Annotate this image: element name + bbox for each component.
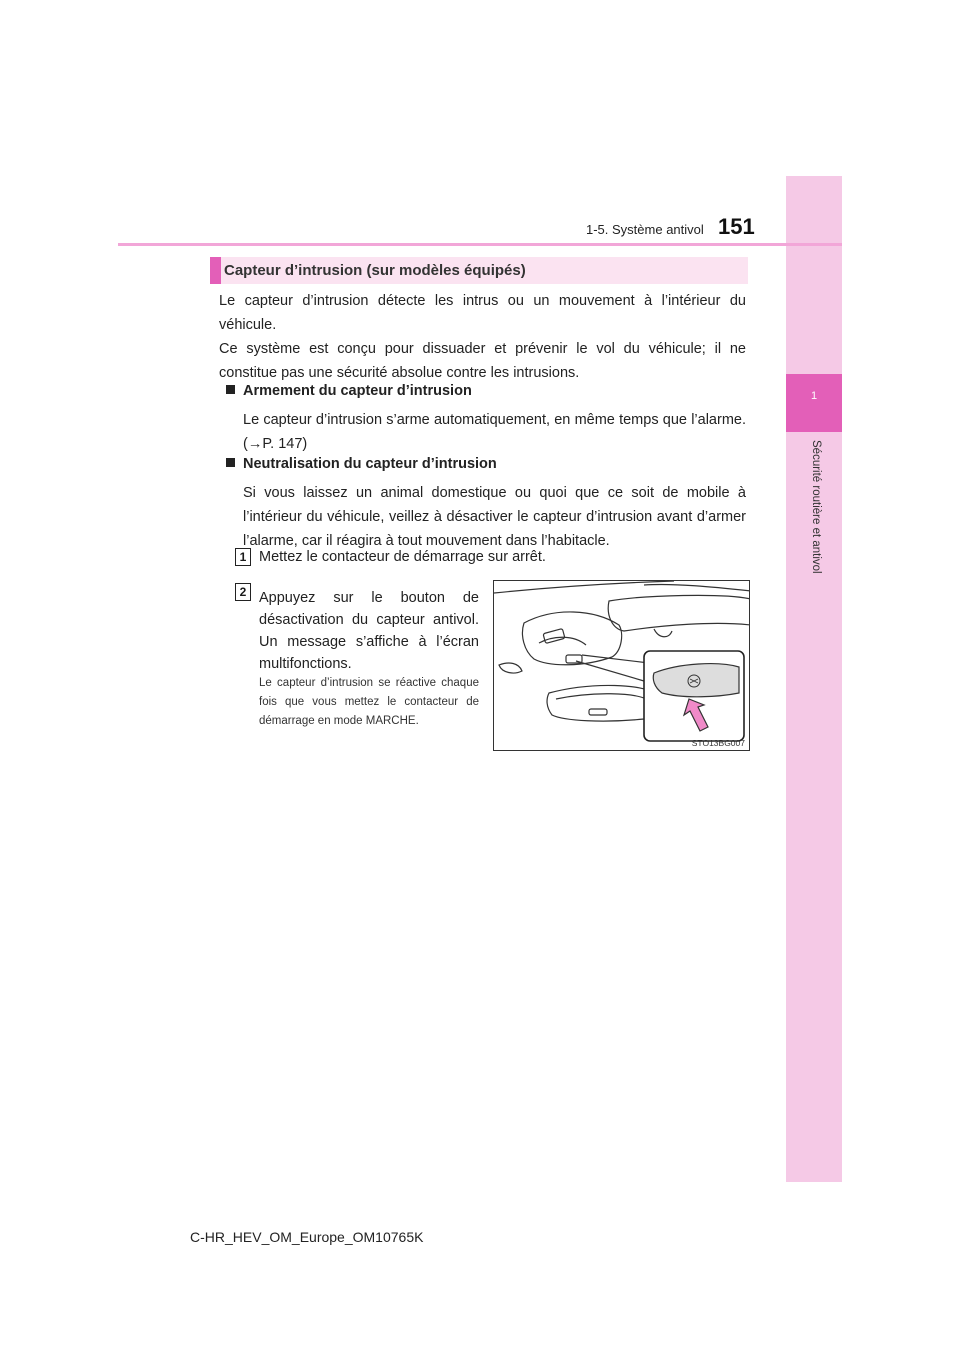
arming-text: Le capteur d’intrusion s’arme automatiquement, en même temps que l’alarme. (→P. 147) (243, 412, 746, 452)
intro-paragraph: Ce système est conçu pour dissuader et prévenir le vol du véhicule; il ne constitue pas une sécurité absolue contre les intrusions. (219, 341, 746, 381)
chapter-number: 1 (810, 390, 818, 402)
step-text: Appuyez sur le bouton de désactivation du capteur antivol. Un message s’affiche à l’écran multifonctions. (259, 590, 479, 672)
disarming-text: Si vous laissez un animal domestique ou quoi que ce soit de mobile à l’intérieur du véhicule, veillez à désactiver le capteur d’intrusion avant d’armer l’alarme, car il réagira à tout mouvement dans l’habitacle. (243, 485, 746, 549)
section-heading: Capteur d’intrusion (sur modèles équipés) (224, 262, 526, 279)
arming-heading (226, 383, 472, 399)
chapter-tab-marker (786, 374, 842, 432)
figure-code: STO13BG007 (691, 738, 745, 748)
step-number-badge: 2 (235, 583, 251, 601)
bullet-square-icon (226, 385, 235, 394)
page-number: 151 (718, 214, 755, 239)
header-divider (118, 243, 842, 246)
note-text: Le capteur d’intrusion se réactive chaque fois que vous mettez le contacteur de démarrage en mode MARCHE. (259, 677, 479, 727)
step-number-badge: 1 (235, 548, 251, 566)
chapter-side-tab (786, 176, 842, 1182)
sensor-button-illustration (493, 580, 750, 751)
disarming-title: Neutralisation du capteur d’intrusion (243, 456, 497, 472)
intro-paragraph: Le capteur d’intrusion détecte les intrus ou un mouvement à l’intérieur du véhicule. (219, 293, 746, 333)
step-text: Mettez le contacteur de démarrage sur arrêt. (259, 549, 546, 565)
disarming-heading (226, 456, 497, 472)
arming-title: Armement du capteur d’intrusion (243, 383, 472, 399)
document-code: C-HR_HEV_OM_Europe_OM10765K (190, 1229, 424, 1245)
section-title: 1-5. Système antivol (586, 222, 704, 237)
overhead-console-drawing (494, 581, 750, 751)
bullet-square-icon (226, 458, 235, 467)
chapter-label: Sécurité routière et antivol (810, 440, 822, 574)
